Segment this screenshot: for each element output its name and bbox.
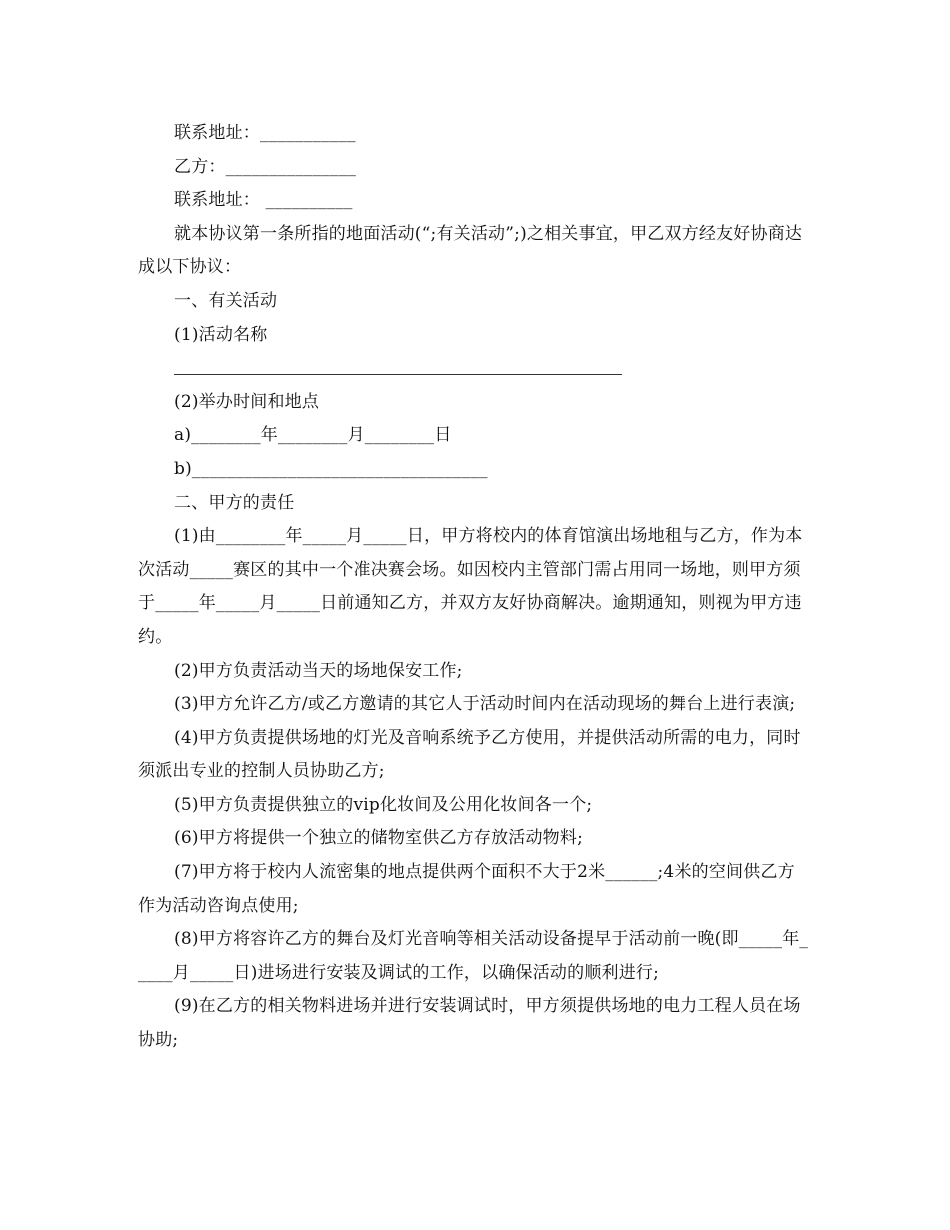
party-b-address-line: 联系地址： __________ (174, 190, 353, 211)
clause-2-7: (7)甲方将于校内人流密集的地点提供两个面积不大于2米______;4米的空间供乙方作为活动咨询点使用; (138, 862, 795, 916)
underline-rule (174, 374, 622, 375)
clause-2-6: (6)甲方将提供一个独立的储物室供乙方存放活动物料; (174, 828, 584, 849)
section-1-heading: 一、有关活动 (174, 290, 278, 311)
clause-1-2-time-place: (2)举办时间和地点 (174, 391, 320, 412)
party-a-address-line: 联系地址：___________ (174, 123, 356, 143)
clause-2-2: (2)甲方负责活动当天的场地保安工作; (174, 660, 463, 681)
agreement-intro: 就本协议第一条所指的地面活动(“;有关活动”;)之相关事宜，甲乙双方经友好协商达成以下协议： (138, 223, 803, 278)
clause-2-3: (3)甲方允许乙方/或乙方邀请的其它人于活动时间内在活动现场的舞台上进行表演; (174, 694, 796, 715)
contract-body (138, 117, 810, 1058)
clause-2-1: (1)由________年_____月_____日，甲方将校内的体育馆演出场地租与乙方，作为本次活动_____赛区的其中一个准决赛会场。如因校内主管部门需占用同一场地，则甲方须于_____年_____月_____日前通知乙方，并双方友好协商解决。逾期通知，则视为甲方违约。 (138, 526, 803, 647)
clause-2-4: (4)甲方负责提供场地的灯光及音响系统予乙方使用，并提供活动所需的电力，同时须派出专业的控制人员协助乙方; (138, 727, 801, 782)
section-2-heading: 二、甲方的责任 (174, 492, 295, 513)
clause-1-1-activity-name: (1)活动名称 (174, 324, 268, 345)
activity-name-blank-line (138, 352, 810, 386)
clause-2-8: (8)甲方将容许乙方的舞台及灯光音响等相关活动设备提早于活动前一晚(即_____年_____月_____日)进场进行安装及调试的工作，以确保活动的顺利进行; (138, 929, 809, 983)
party-b-line: 乙方：_______________ (174, 156, 357, 177)
date-blank-line: a)________年________月________日 (174, 425, 452, 446)
clause-2-9: (9)在乙方的相关物料进场并进行安装调试时，甲方须提供场地的电力工程人员在场协助; (138, 996, 801, 1051)
place-blank-line: b)__________________________________ (174, 458, 488, 479)
clause-2-5: (5)甲方负责提供独立的vip化妆间及公用化妆间各一个; (174, 794, 593, 815)
